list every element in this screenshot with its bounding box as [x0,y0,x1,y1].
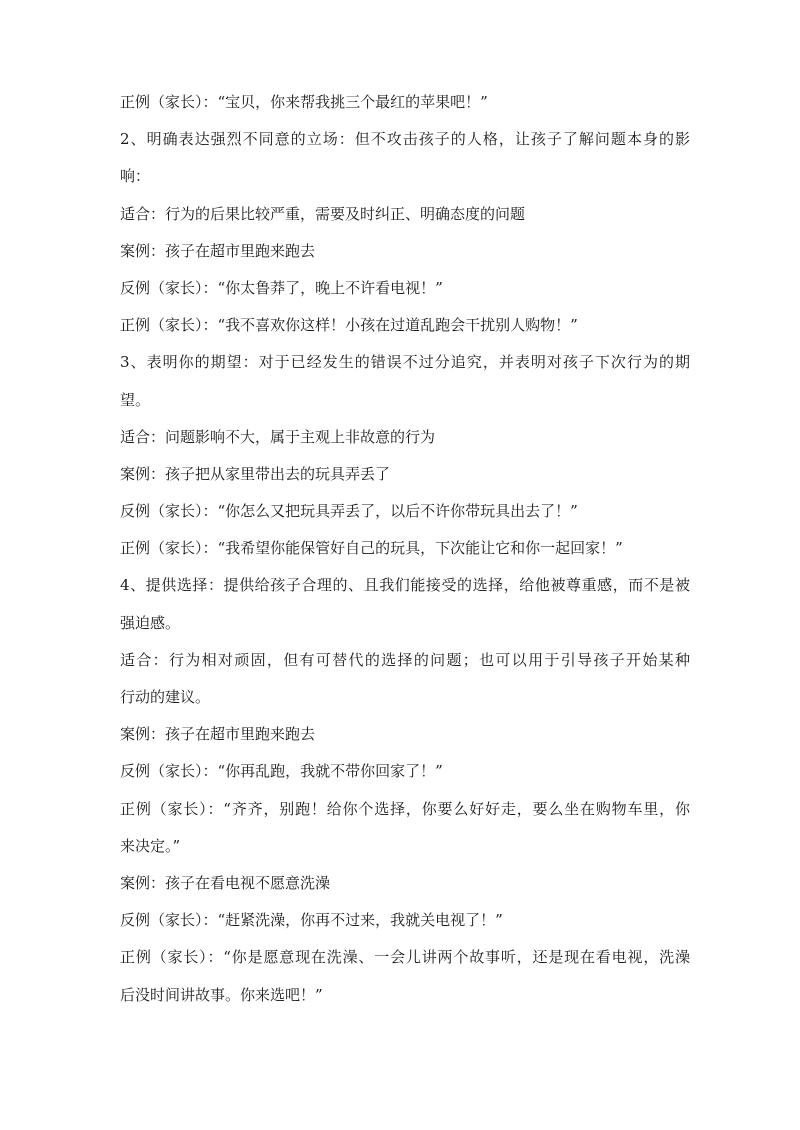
text-line: 反例（家长）：“你怎么又把玩具弄丢了，以后不许你带玩具出去了！” [120,502,578,521]
text-line: 反例（家长）：“你太鲁莽了，晚上不许看电视！” [120,278,443,297]
text-line: 行动的建议。 [120,688,211,706]
text-line: 反例（家长）：“你再乱跑，我就不带你回家了！” [120,762,443,781]
text-line: 正例（家长）：“齐齐，别跑！给你个选择，你要么好好走，要么坐在购物车里，你 [120,799,690,818]
text-line: 3、表明你的期望：对于已经发生的错误不过分追究，并表明对孩子下次行为的期 [120,353,690,372]
text-line: 2、明确表达强烈不同意的立场：但不攻击孩子的人格，让孩子了解问题本身的影 [120,130,690,149]
text-line: 反例（家长）：“赶紧洗澡，你再不过来，我就关电视了！” [120,911,503,930]
text-line: 正例（家长）：“你是愿意现在洗澡、一会儿讲两个故事听，还是现在看电视，洗澡 [120,948,690,967]
text-line: 望。 [120,390,151,409]
text-line: 正例（家长）：“我希望你能保管好自己的玩具，下次能让它和你一起回家！” [120,539,623,558]
text-line: 案例：孩子在超市里跑来跑去 [120,241,316,260]
text-line: 来决定。” [120,836,181,855]
text-line: 适合：行为相对顽固，但有可替代的选择的问题；也可以用于引导孩子开始某种 [120,650,690,669]
text-line: 正例（家长）：“宝贝，你来帮我挑三个最红的苹果吧！” [120,93,488,111]
text-line: 案例：孩子把从家里带出去的玩具弄丢了 [120,464,391,483]
text-line: 4、提供选择：提供给孩子合理的、且我们能接受的选择，给他被尊重感，而不是被 [120,576,690,595]
document-body [120,92,690,1022]
text-line: 案例：孩子在看电视不愿意洗澡 [120,873,331,892]
text-line: 案例：孩子在超市里跑来跑去 [120,725,316,744]
text-line: 正例（家长）：“我不喜欢你这样！小孩在过道乱跑会干扰别人购物！” [120,316,578,335]
text-line: 强迫感。 [120,613,181,632]
text-line: 后没时间讲故事。你来选吧！” [120,985,323,1004]
text-line: 适合：行为的后果比较严重，需要及时纠正、明确态度的问题 [120,204,526,223]
text-line: 响： [120,167,151,186]
text-line: 适合：问题影响不大，属于主观上非故意的行为 [120,427,436,446]
